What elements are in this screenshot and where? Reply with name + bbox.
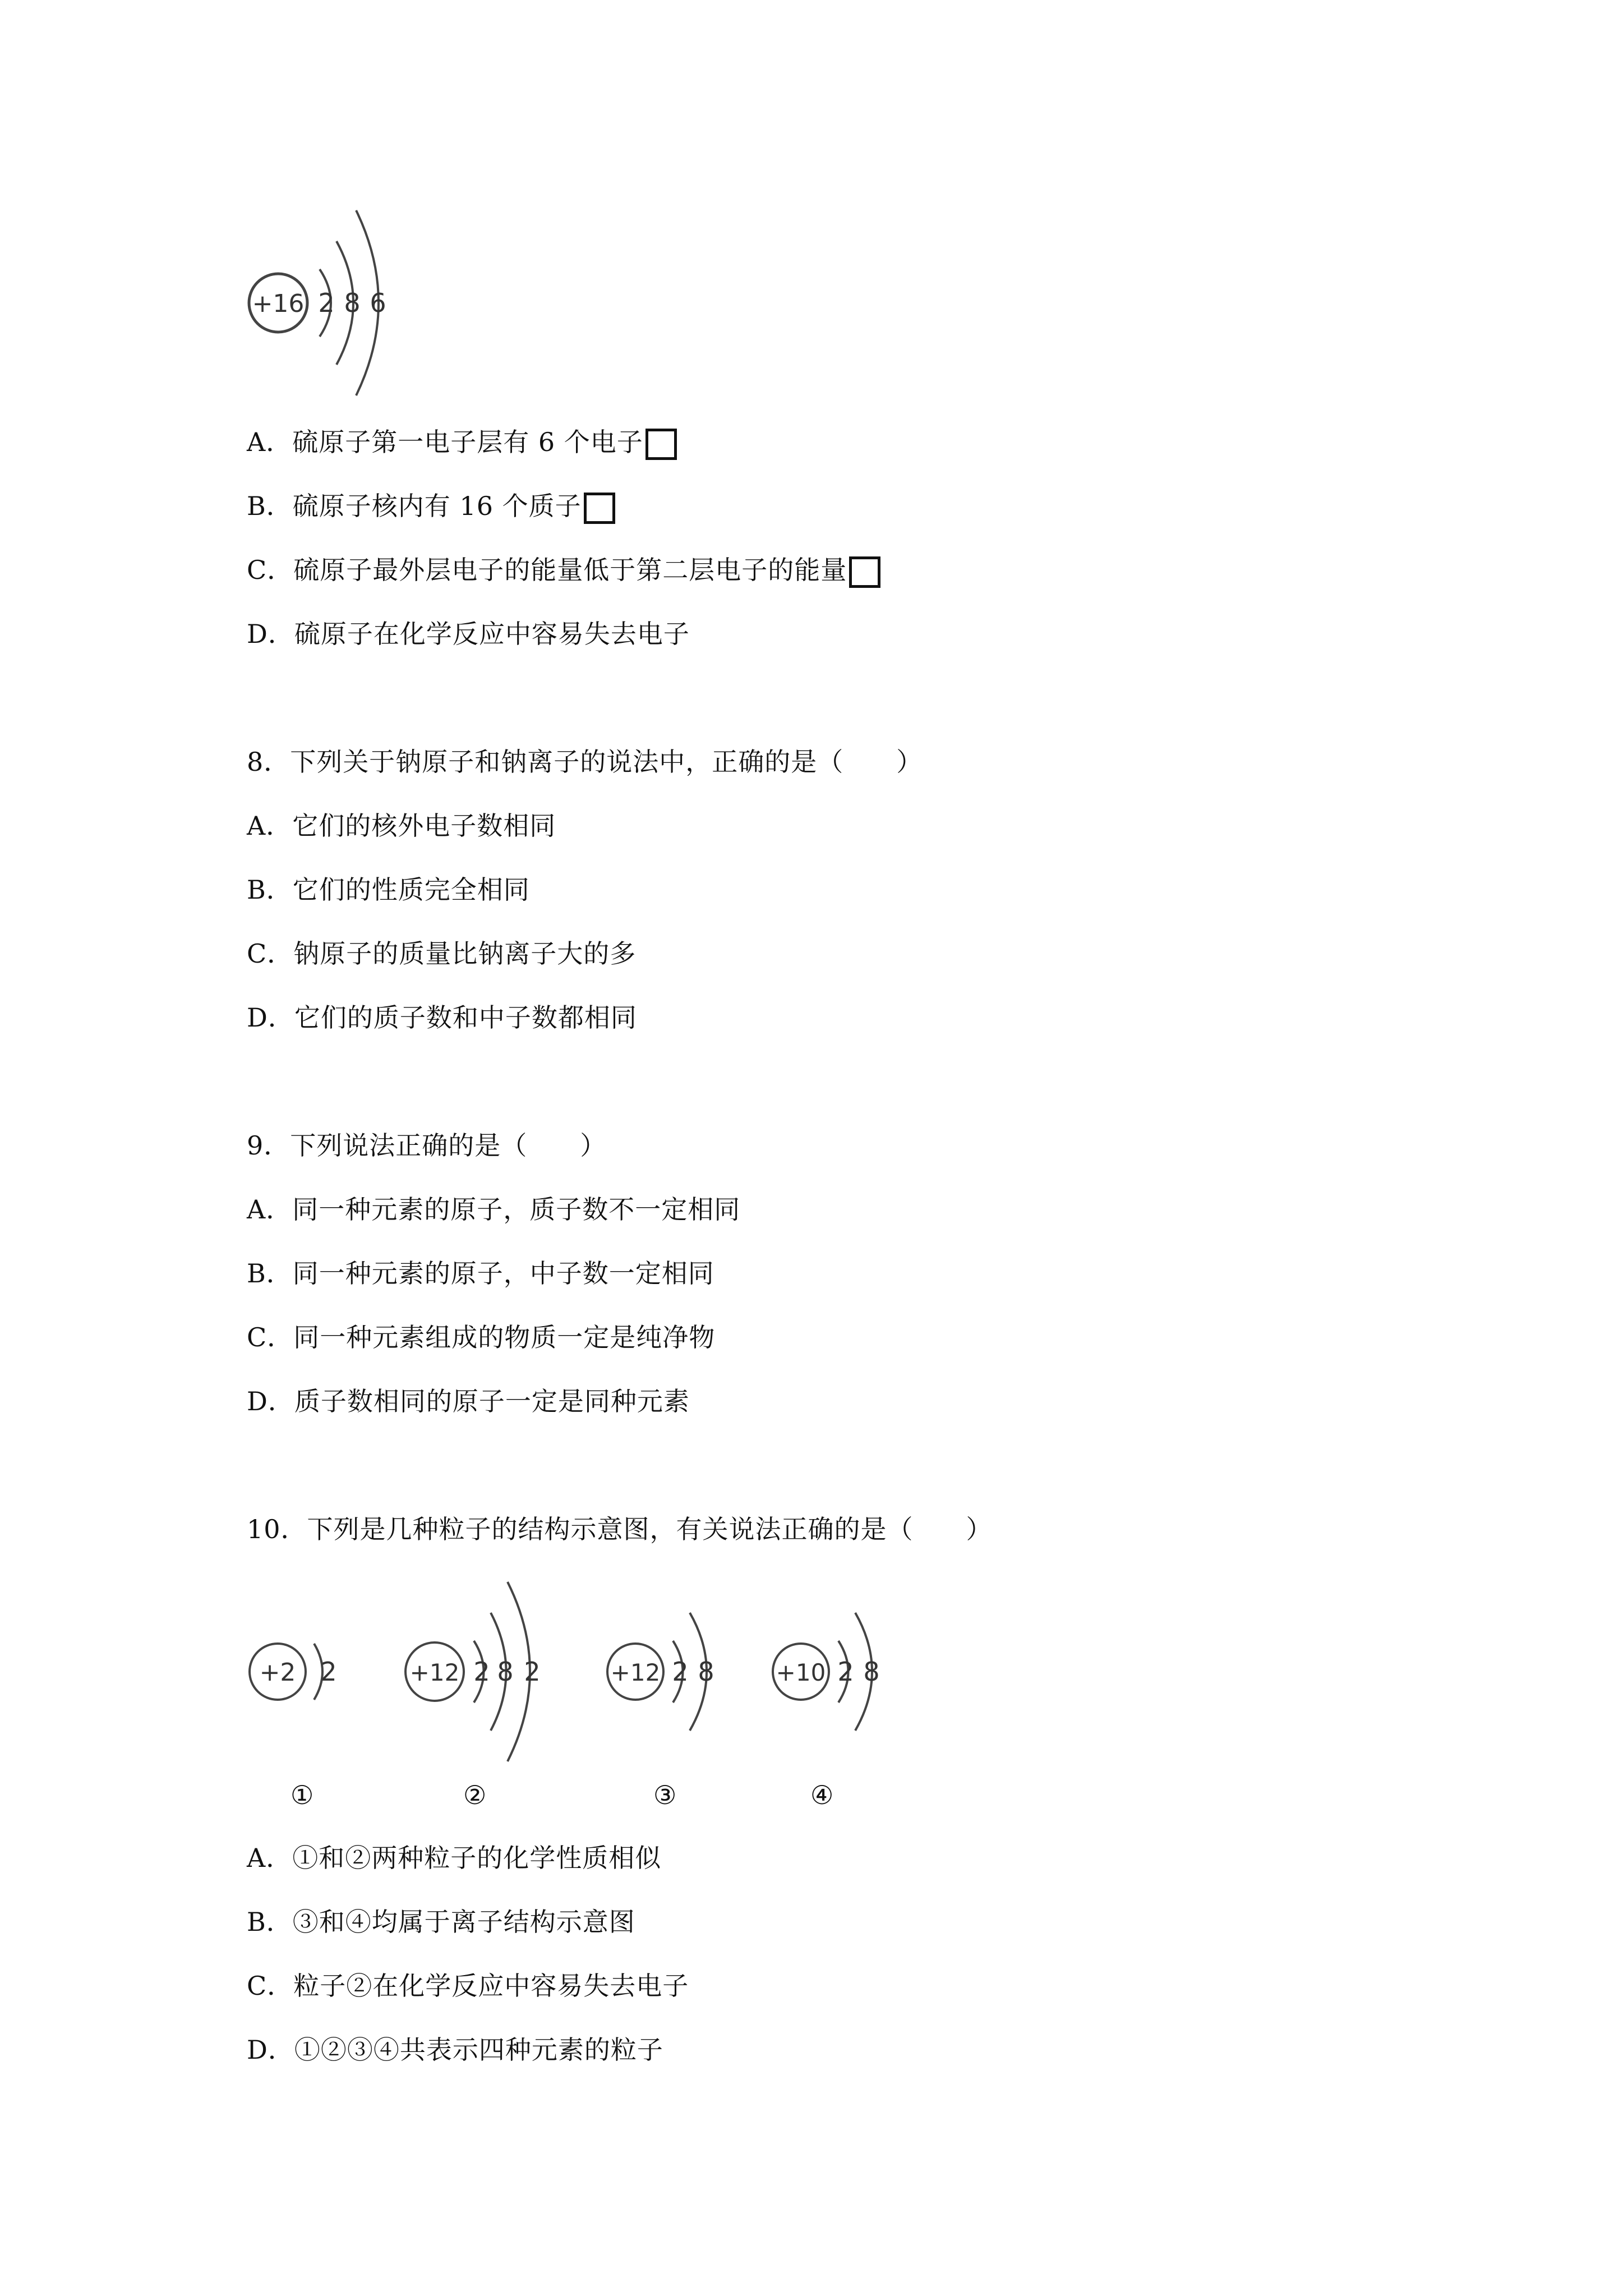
q7-option-c bbox=[247, 553, 880, 588]
answer-box bbox=[645, 429, 677, 460]
q8-option-b: B．它们的性质完全相同 bbox=[247, 875, 530, 905]
particle-diagram-4 bbox=[768, 1599, 903, 1745]
q10-option-a: A．①和②两种粒子的化学性质相似 bbox=[247, 1843, 662, 1873]
q7-option-a bbox=[247, 425, 677, 460]
q10-stem: 10．下列是几种粒子的结构示意图，有关说法正确的是（ ） bbox=[247, 1514, 993, 1544]
nucleus-charge: +12 bbox=[409, 1659, 460, 1686]
q10-option-c: C．粒子②在化学反应中容易失去电子 bbox=[247, 1971, 689, 2001]
option-text: C．硫原子最外层电子的能量低于第二层电子的能量 bbox=[247, 555, 847, 585]
particle-diagram-3 bbox=[603, 1599, 737, 1745]
q7-option-d bbox=[247, 617, 690, 651]
shell-electron-count: 2 bbox=[320, 1657, 337, 1687]
shell-electron-count: 8 bbox=[344, 288, 361, 318]
particle-label-1: ① bbox=[291, 1780, 314, 1810]
shell-electron-count: 8 bbox=[698, 1657, 714, 1687]
q9-option-c: C．同一种元素组成的物质一定是纯净物 bbox=[247, 1322, 716, 1352]
particle-diagram-1 bbox=[247, 1616, 359, 1728]
answer-box bbox=[849, 556, 880, 588]
shell-electron-count: 2 bbox=[524, 1657, 541, 1687]
shell-electron-count: 2 bbox=[473, 1657, 490, 1687]
q10-option-d: D．①②③④共表示四种元素的粒子 bbox=[247, 2035, 663, 2065]
q8-option-a: A．它们的核外电子数相同 bbox=[247, 811, 556, 841]
nucleus-charge: +2 bbox=[259, 1658, 296, 1687]
particle-label-2: ② bbox=[463, 1780, 487, 1810]
q7-option-b bbox=[247, 489, 615, 524]
nucleus-charge: +10 bbox=[776, 1659, 826, 1686]
nucleus-charge: +16 bbox=[252, 289, 305, 318]
shell-electron-count: 8 bbox=[863, 1657, 880, 1687]
shell-electron-count: 6 bbox=[370, 288, 386, 318]
q9-option-b: B．同一种元素的原子，中子数一定相同 bbox=[247, 1258, 714, 1289]
option-text: B．硫原子核内有 16 个质子 bbox=[247, 491, 582, 521]
sulfur-atom-diagram bbox=[241, 202, 409, 404]
q8-stem: 8．下列关于钠原子和钠离子的说法中，正确的是（ ） bbox=[247, 747, 923, 777]
nucleus-charge: +12 bbox=[610, 1659, 661, 1686]
q9-option-d: D．质子数相同的原子一定是同种元素 bbox=[247, 1386, 690, 1416]
shell-electron-count: 2 bbox=[837, 1657, 854, 1687]
shell-electron-count: 2 bbox=[672, 1657, 689, 1687]
option-text: D．硫原子在化学反应中容易失去电子 bbox=[247, 619, 690, 649]
particle-label-4: ④ bbox=[810, 1780, 834, 1810]
option-text: A．硫原子第一电子层有 6 个电子 bbox=[247, 427, 643, 457]
particle-label-3: ③ bbox=[653, 1780, 677, 1810]
q9-option-a: A．同一种元素的原子，质子数不一定相同 bbox=[247, 1194, 741, 1225]
q9-stem: 9．下列说法正确的是（ ） bbox=[247, 1130, 607, 1161]
shell-electron-count: 2 bbox=[318, 288, 335, 318]
particle-diagram-2 bbox=[401, 1571, 558, 1773]
q8-option-d: D．它们的质子数和中子数都相同 bbox=[247, 1002, 637, 1033]
shell-electron-count: 8 bbox=[497, 1657, 514, 1687]
q10-option-b: B．③和④均属于离子结构示意图 bbox=[247, 1907, 635, 1937]
q8-option-c: C．钠原子的质量比钠离子大的多 bbox=[247, 938, 637, 969]
answer-box bbox=[584, 493, 615, 524]
